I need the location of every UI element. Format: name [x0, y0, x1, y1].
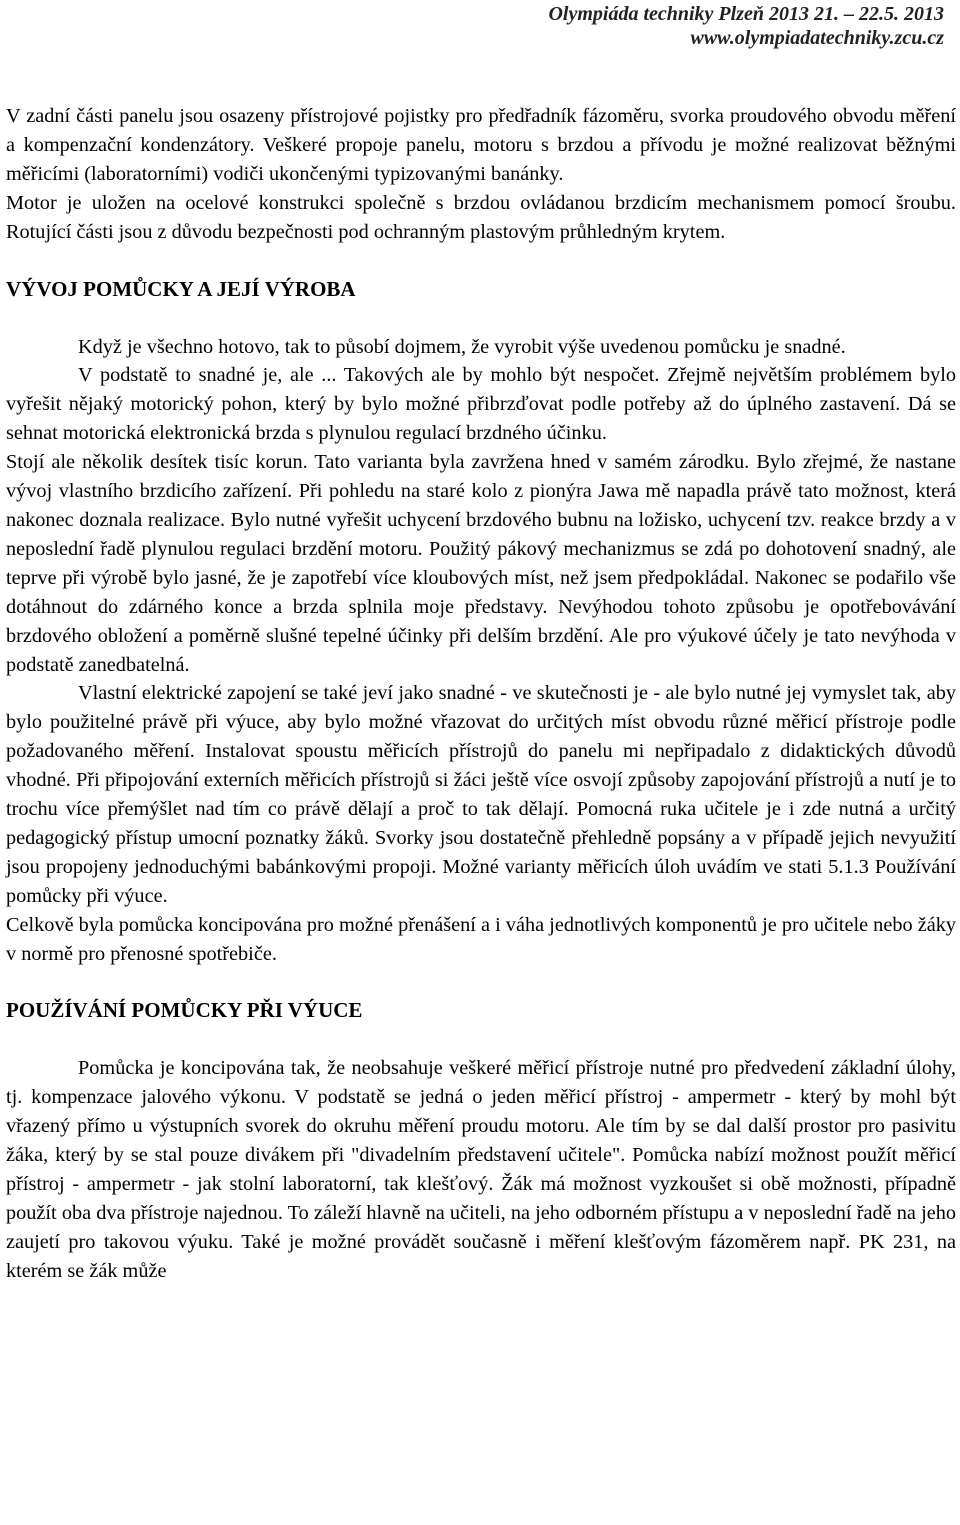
paragraph-brake-design: Stojí ale několik desítek tisíc korun. Tato varianta byla zavržena hned v samém zárodku. Bylo zřejmé, že nastane vývoj vlastního brzdicího zařízení. Při pohledu na staré kolo z pionýra Jawa mě napadla právě tato možnost, která nakonec doznala realizace. Bylo nutné vyřešit uchycení brzdového bubnu na ložisko, uchycení tzv. reakce brzdy a v neposlední řadě plynulou regulaci brzdění motoru. Použitý pákový mechanizmus se zdá po dohotovení snadný, ale teprve při výrobě bylo jasné, že je zapotřebí více kloubových míst, než jsem předpokládal. Nakonec se podařilo vše dotáhnout do zdárného konce a brzda splnila moje představy. Nevýhodou tohoto způsobu je opotřebovávání brzdového obložení a poměrně slušné tepelné účinky při delším brzdění. Ale pro výukové účely je tato nevýhoda v podstatě zanedbatelná.	[6, 451, 956, 676]
paragraph-motor-drive: V podstatě to snadné je, ale ... Takových ale by mohlo být nespočet. Zřejmě největším problémem bylo vyřešit nějaký motorický pohon, který by bylo možné přibrzďovat podle potřeby až do úplného zastavení. Dá se sehnat motorická elektronická brzda s plynulou regulací brzdného účinku.	[6, 364, 956, 445]
header-event-title: Olympiáda techniky Plzeň 2013 21. – 22.5. 2013	[548, 3, 944, 25]
paragraph-intro: Když je všechno hotovo, tak to působí dojmem, že vyrobit výše uvedenou pomůcku je snadné.	[78, 335, 846, 358]
section-heading-development: VÝVOJ POMŮCKY A JEJÍ VÝROBA	[6, 276, 356, 301]
header-website-url: www.olympiadatechniky.zcu.cz	[690, 27, 944, 49]
paragraph-portability: Celkově byla pomůcka koncipována pro možné přenášení a i váha jednotlivých komponentů je pro učitele nebo žáky v normě pro přenosné spotřebiče.	[6, 913, 956, 965]
paragraph-panel-rear: V zadní části panelu jsou osazeny přístrojové pojistky pro předřadník fázoměru, svorka proudového obvodu měření a kompenzační kondenzátory. Veškeré propoje panelu, motoru s brzdou a přívodu je možné realizovat běžnými měřicími (laboratorními) vodiči ukončenými typizovanými banánky.	[6, 105, 956, 185]
paragraph-motor-mount: Motor je uložen na ocelové konstrukci společně s brzdou ovládanou brzdicím mechanismem pomocí šroubu. Rotující části jsou z důvodu bezpečnosti pod ochranným plastovým průhledným krytem.	[6, 191, 956, 243]
document-body	[6, 102, 956, 1286]
paragraph-wiring: Vlastní elektrické zapojení se také jeví jako snadné - ve skutečnosti je - ale bylo nutné jej vymyslet tak, aby bylo použitelné právě při výuce, aby bylo možné vřazovat do určitých míst obvodu různé měřicí přístroje podle požadovaného měření. Instalovat spoustu měřicích přístrojů do panelu mi nepřipadalo z didaktických důvodů vhodné. Při připojování externích měřicích přístrojů si žáci ještě více osvojí způsoby zapojování přístrojů a nutí je to trochu více přemýšlet nad tím co právě dělají a proč to tak dělají. Pomocná ruka učitele je i zde nutná a určitý pedagogický přístup umocní poznatky žáků. Svorky jsou dostatečně přehledně popsány a v případě jejich nevyužití jsou propojeny jednoduchými babánkovými propoji. Možné varianty měřicích úloh uvádím ve stati 5.1.3 Používání pomůcky při výuce.	[6, 682, 956, 907]
paragraph-usage: Pomůcka je koncipována tak, že neobsahuje veškeré měřicí přístroje nutné pro předvedení základní úlohy, tj. kompenzace jalového výkonu. V podstatě se jedná o jeden měřicí přístroj - ampermetr - který by mohl být vřazený přímo u výstupních svorek do okruhu měření proudu motoru. Ale tím by se dal další prostor pro pasivitu žáka, který by se stal pouze divákem při "divadelním představení učitele". Pomůcka nabízí možnost použít měřicí přístroj - ampermetr - jak stolní laboratorní, tak klešťový. Žák má možnost vyzkoušet si obě možnosti, případně použít oba dva přístroje najednou. To záleží hlavně na učiteli, na jeho odborném přístupu a v neposlední řadě na jeho zaujetí pro takovou výuku. Také je možné provádět současně i měření klešťovým fázoměrem např. PK 231, na kterém se žák může	[6, 1057, 956, 1282]
page-header	[548, 2, 944, 50]
section-heading-usage: POUŽÍVÁNÍ POMŮCKY PŘI VÝUCE	[6, 998, 363, 1023]
